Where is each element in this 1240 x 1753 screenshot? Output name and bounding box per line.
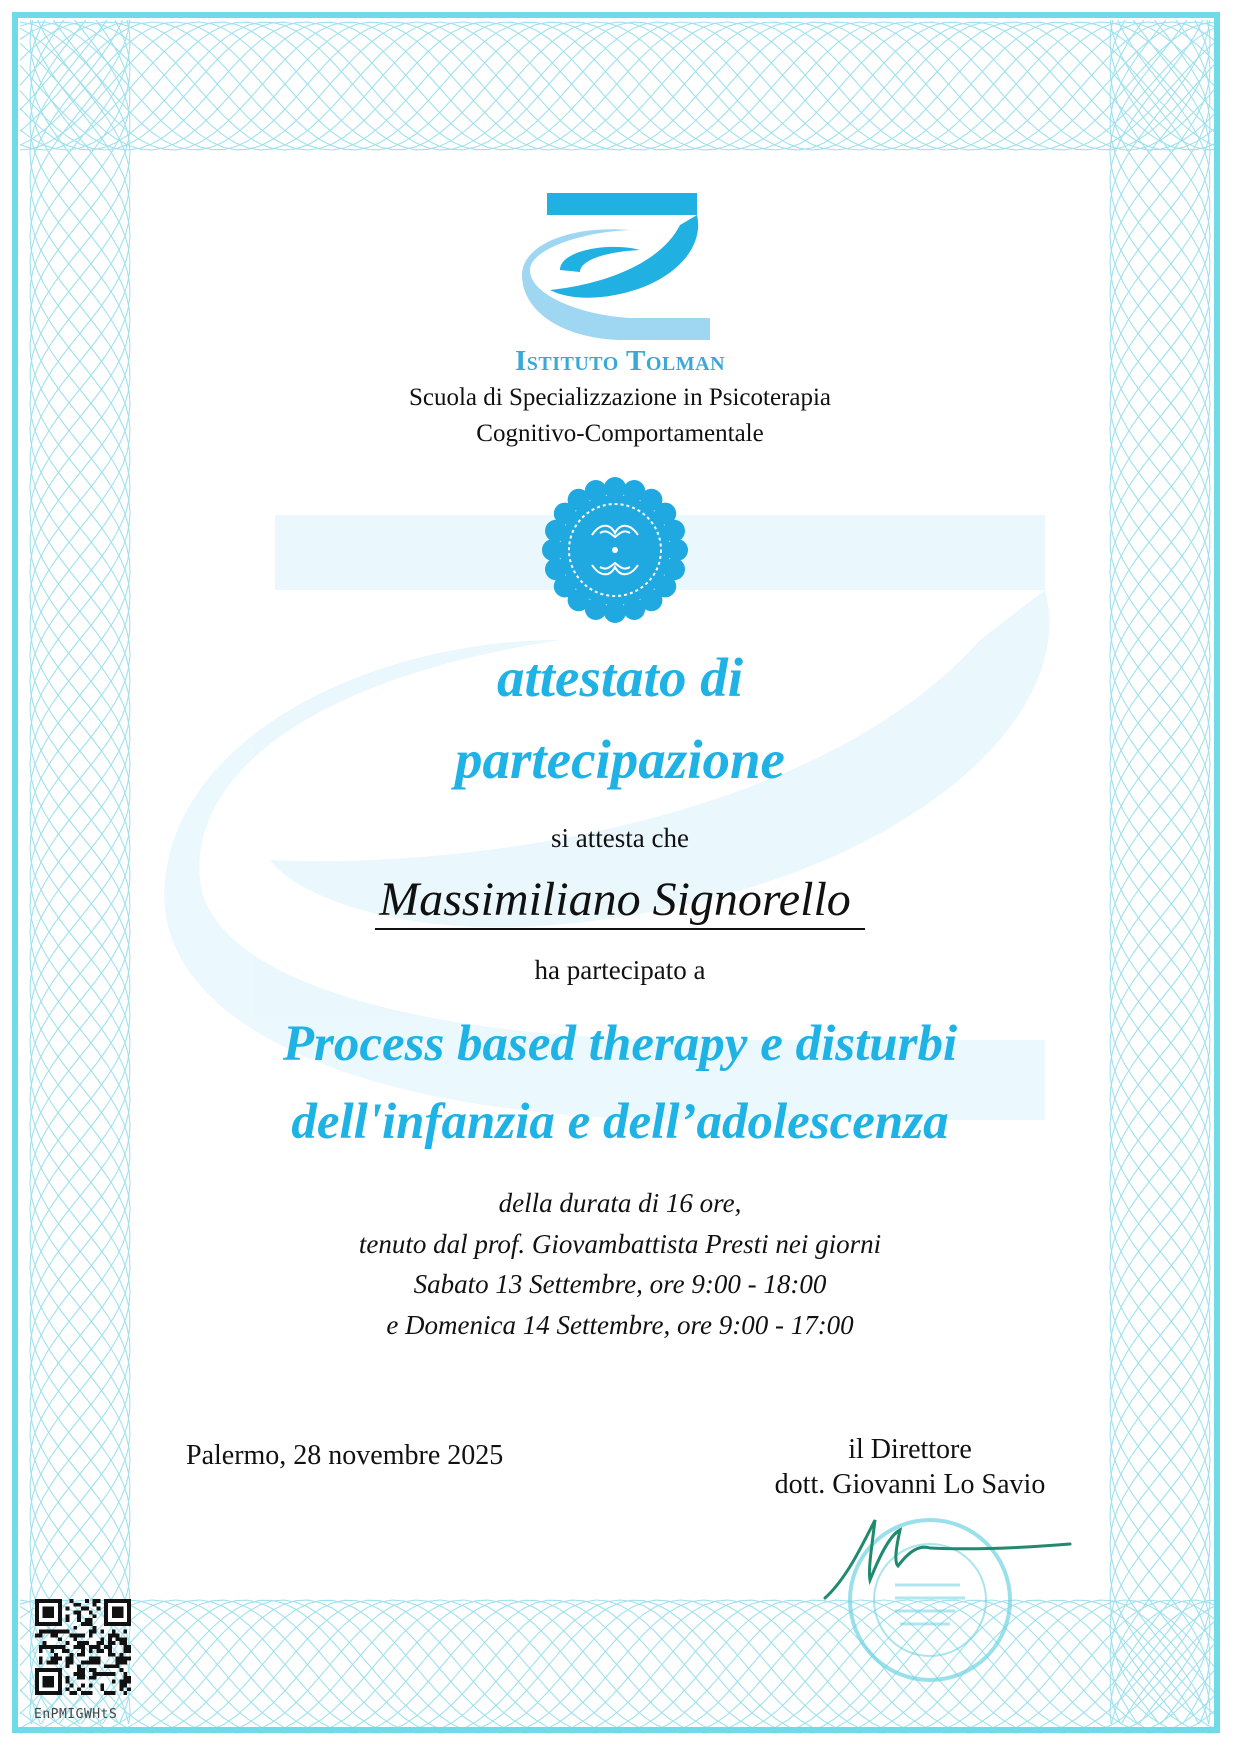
signature-icon [820,1500,1080,1610]
attesta-text: si attesta che [551,823,689,853]
course-title-line1: Process based therapy e disturbi [282,1016,958,1072]
course-title-line2: dell'infanzia e dell’adolescenza [291,1094,949,1150]
participated-text: ha partecipato a [534,955,706,985]
course-day2: e Domenica 14 Settembre, ore 9:00 - 17:00 [386,1310,854,1340]
institution-logo-name: Istituto Tolman [514,345,726,377]
director-title: il Direttore [848,1434,972,1465]
recipient-name: Massimiliano Signorello [375,872,865,930]
director-name: dott. Giovanni Lo Savio [774,1469,1046,1500]
place-date: Palermo, 28 novembre 2025 [186,1440,504,1471]
course-day1: Sabato 13 Settembre, ore 9:00 - 18:00 [413,1269,827,1299]
institution-subtitle-line2: Cognitivo-Comportamentale [476,420,764,447]
course-duration: della durata di 16 ore, [498,1188,742,1218]
certificate-title-line2: partecipazione [455,729,785,790]
institution-subtitle-line1: Scuola di Specializzazione in Psicoterapia [408,384,832,411]
qr-code-icon [35,1599,131,1695]
certificate-title-line1: attestato di [497,647,743,708]
tolman-logo-icon [520,190,720,340]
course-teacher: tenuto dal prof. Giovambattista Presti nei giorni [358,1229,882,1259]
rosette-seal-icon [540,475,690,625]
verification-code: EnPMIGWHtS [34,1707,118,1722]
recipient-name-wrapper [0,872,1240,930]
